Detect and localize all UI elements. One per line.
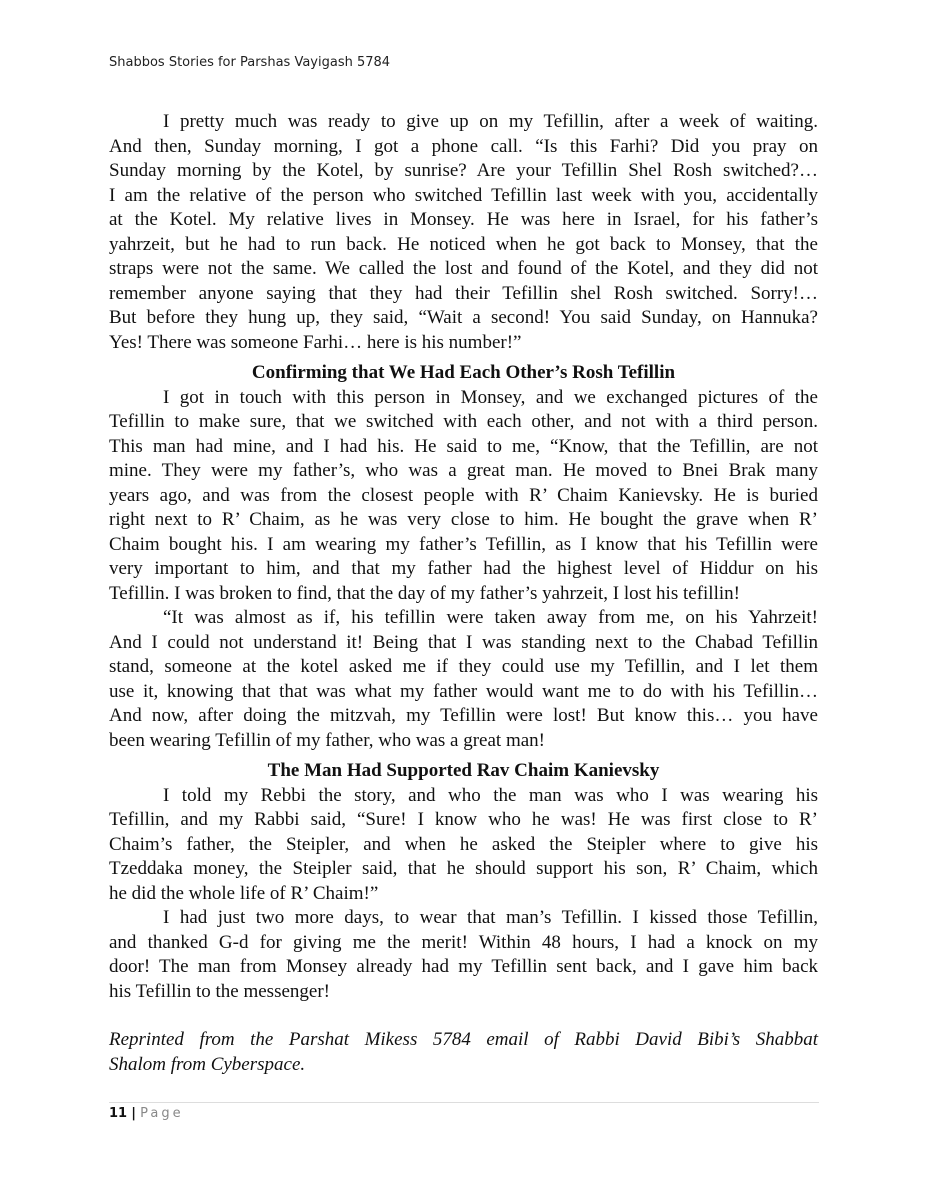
paragraph [109, 110, 818, 355]
paragraph [109, 906, 818, 1004]
running-header: Shabbos Stories for Parshas Vayigash 5784 [109, 55, 391, 70]
section-heading: The Man Had Supported Rav Chaim Kanievsky [267, 760, 660, 781]
footer-divider [109, 1102, 819, 1103]
text-line: years ago, and was from the closest people with R’ Chaim Kanievsky. He is buried [109, 484, 818, 506]
text-line: Shalom from Cyberspace. [109, 1053, 306, 1075]
footer-separator: | [131, 1106, 136, 1121]
text-line: And now, after doing the mitzvah, my Tefillin were lost! But know this… you have [109, 705, 818, 726]
page-label: Page [140, 1106, 184, 1121]
text-line: straps were not the same. We called the lost and found of the Kotel, and they did not [109, 258, 818, 279]
text-line: I pretty much was ready to give up on my Tefillin, after a week of waiting. [163, 111, 818, 132]
text-line: And I could not understand it! Being that I was standing next to the Chabad Tefillin [109, 631, 818, 653]
text-line: his Tefillin to the messenger! [109, 980, 330, 1002]
text-line: remember anyone saying that they had their Tefillin shel Rosh switched. Sorry!… [109, 282, 818, 304]
text-line: And then, Sunday morning, I got a phone call. “Is this Farhi? Did you pray on [109, 135, 818, 157]
text-line: Tefillin to make sure, that we switched with each other, and not with a third person. [109, 411, 818, 432]
text-line: “It was almost as if, his tefillin were taken away from me, on his Yahrzeit! [163, 607, 818, 628]
text-line: Tefillin. I was broken to find, that the day of my father’s yahrzeit, I lost his tefillin! [109, 582, 740, 604]
text-line: I am the relative of the person who switched Tefillin last week with you, accidentally [109, 184, 818, 206]
text-line: This man had mine, and I had his. He said to me, “Know, that the Tefillin, are not [109, 435, 818, 457]
text-line: Yes! There was someone Farhi… here is his number!” [109, 331, 522, 353]
spacer [109, 1004, 818, 1028]
text-line: Sunday morning by the Kotel, by sunrise? Are your Tefillin Shel Rosh switched?… [109, 160, 818, 181]
text-line: very important to him, and that my father had the highest level of Hiddur on his [109, 558, 818, 579]
text-line: Chaim’s father, the Steipler, and when he asked the Steipler where to give his [109, 833, 818, 855]
text-line: use it, knowing that that was what my father would want me to do with his Tefillin… [109, 680, 818, 702]
source-note [109, 1028, 818, 1077]
text-line: at the Kotel. My relative lives in Monsey. He was here in Israel, for his father’s [109, 209, 818, 230]
paragraph [109, 386, 818, 607]
text-line: right next to R’ Chaim, as he was very close to him. He bought the grave when R’ [109, 509, 818, 530]
text-line: I had just two more days, to wear that man’s Tefillin. I kissed those Tefillin, [163, 907, 818, 928]
text-line: Tzeddaka money, the Steipler said, that he should support his son, R’ Chaim, which [109, 858, 818, 879]
text-line: yahrzeit, but he had to run back. He noticed when he got back to Monsey, that the [109, 233, 818, 255]
text-line: I told my Rebbi the story, and who the man was who I was wearing his [163, 784, 818, 806]
page-footer [109, 1106, 184, 1121]
text-line: Tefillin, and my Rabbi said, “Sure! I know who he was! He was first close to R’ [109, 809, 818, 830]
text-line: and thanked G-d for giving me the merit! Within 48 hours, I had a knock on my [109, 931, 818, 953]
paragraph [109, 784, 818, 907]
text-line: But before they hung up, they said, “Wait a second! You said Sunday, on Hannuka? [109, 307, 818, 328]
paragraph [109, 606, 818, 753]
text-line: door! The man from Monsey already had my Tefillin sent back, and I gave him back [109, 956, 818, 977]
text-line: mine. They were my father’s, who was a great man. He moved to Bnei Brak many [109, 460, 818, 481]
text-line: Chaim bought his. I am wearing my father’s Tefillin, as I know that his Tefillin were [109, 533, 818, 555]
text-line: stand, someone at the kotel asked me if they could use my Tefillin, and I let them [109, 656, 818, 677]
text-line: I got in touch with this person in Monsey, and we exchanged pictures of the [163, 386, 818, 408]
text-line: he did the whole life of R’ Chaim!” [109, 882, 379, 904]
article-body [109, 110, 818, 1077]
text-line: been wearing Tefillin of my father, who was a great man! [109, 729, 545, 751]
text-line: Reprinted from the Parshat Mikess 5784 email of Rabbi David Bibi’s Shabbat [109, 1029, 818, 1050]
page-number: 11 [109, 1106, 128, 1121]
section-heading: Confirming that We Had Each Other’s Rosh Tefillin [251, 362, 676, 383]
